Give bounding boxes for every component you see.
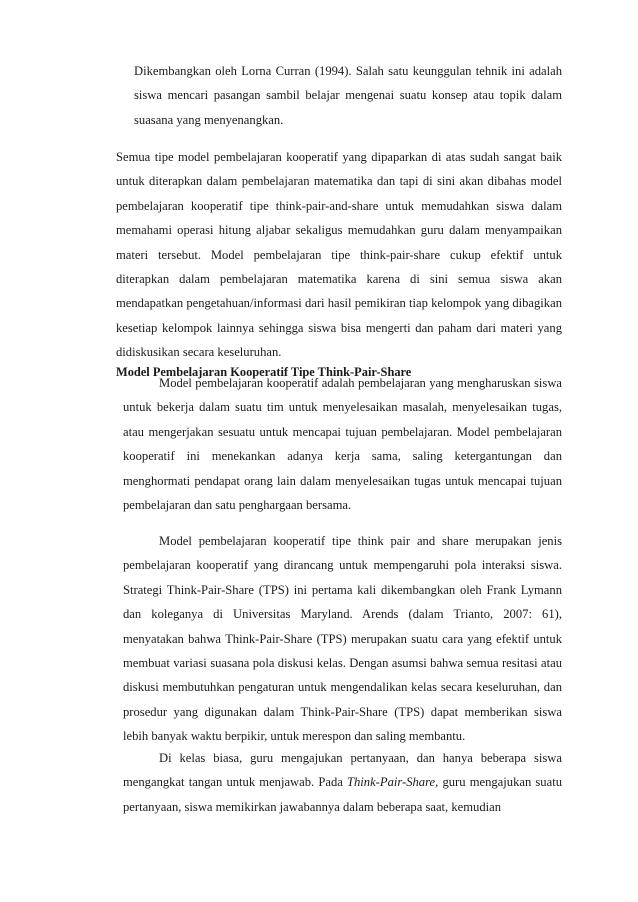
- paragraph-intro-continuation: Dikembangkan oleh Lorna Curran (1994). Salah satu keunggulan tehnik ini adalah siswa mencari pasangan sambil belajar mengenai suatu konsep atau topik dalam suasana yang menyenangkan.: [134, 64, 562, 127]
- paragraph-tps-procedure: [123, 746, 562, 819]
- italic-term: Think-Pair-Share: [347, 775, 436, 790]
- paragraph-text-part: , guru mengajukan suatu pertanyaan, siswa memikirkan jawabannya dalam beberapa saat, kemudian: [123, 775, 562, 814]
- paragraph-cooperative-definition: Model pembelajaran kooperatif adalah pembelajaran yang mengharuskan siswa untuk bekerja dalam suatu tim untuk menyelesaikan masalah, menyelesaikan tugas, atau mengerjakan sesuatu untuk mencapai tujuan pembelajaran. Model pembelajaran kooperatif ini menekankan adanya kerja sama, saling ketergantungan dan menghormati pendapat orang lain dalam menyelesaikan tugas untuk mencapai tujuan pembelajaran dan satu penghargaan bersama.: [123, 376, 562, 513]
- paragraph-tps-origin: Model pembelajaran kooperatif tipe think pair and share merupakan jenis pembelajaran kooperatif yang dirancang untuk mempengaruhi pola interaksi siswa. Strategi Think-Pair-Share (TPS) ini pertama kali dikembangkan oleh Frank Lymann dan koleganya di Universitas Maryland. Arends (dalam Trianto, 2007: 61), menyatakan bahwa Think-Pair-Share (TPS) merupakan suatu cara yang efektif untuk membuat variasi suasana pola diskusi kelas. Dengan asumsi bahwa semua resitasi atau diskusi membutuhkan pengaturan untuk mengendalikan kelas secara keseluruhan, dan prosedur yang digunakan dalam Think-Pair-Share (TPS) dapat memberikan siswa lebih banyak waktu berpikir, untuk merespon dan saling membantu.: [123, 534, 562, 744]
- paragraph-text-part: Di kelas biasa, guru mengajukan pertanyaan, dan hanya beberapa siswa mengangkat tangan untuk menjawab. Pada: [123, 751, 562, 790]
- section-heading: Model Pembelajaran Kooperatif Tipe Think-Pair-Share: [116, 365, 412, 379]
- paragraph-model-selection: Semua tipe model pembelajaran kooperatif yang dipaparkan di atas sudah sangat baik untuk diterapkan dalam pembelajaran matematika dan tapi di sini akan dibahas model pembelajaran kooperatif tipe think-pair-and-share untuk memudahkan siswa dalam memahami operasi hitung aljabar sekaligus memudahkan guru dalam menyampaikan materi tersebut. Model pembelajaran tipe think-pair-share cukup efektif untuk diterapkan dalam pembelajaran matematika karena di sini semua siswa akan mendapatkan pengetahuan/informasi dari hasil pemikiran tiap kelompok yang dibagikan kesetiap kelompok lainnya sehingga siswa bisa mengerti dan paham dari materi yang didiskusikan secara keseluruhan.: [116, 150, 562, 360]
